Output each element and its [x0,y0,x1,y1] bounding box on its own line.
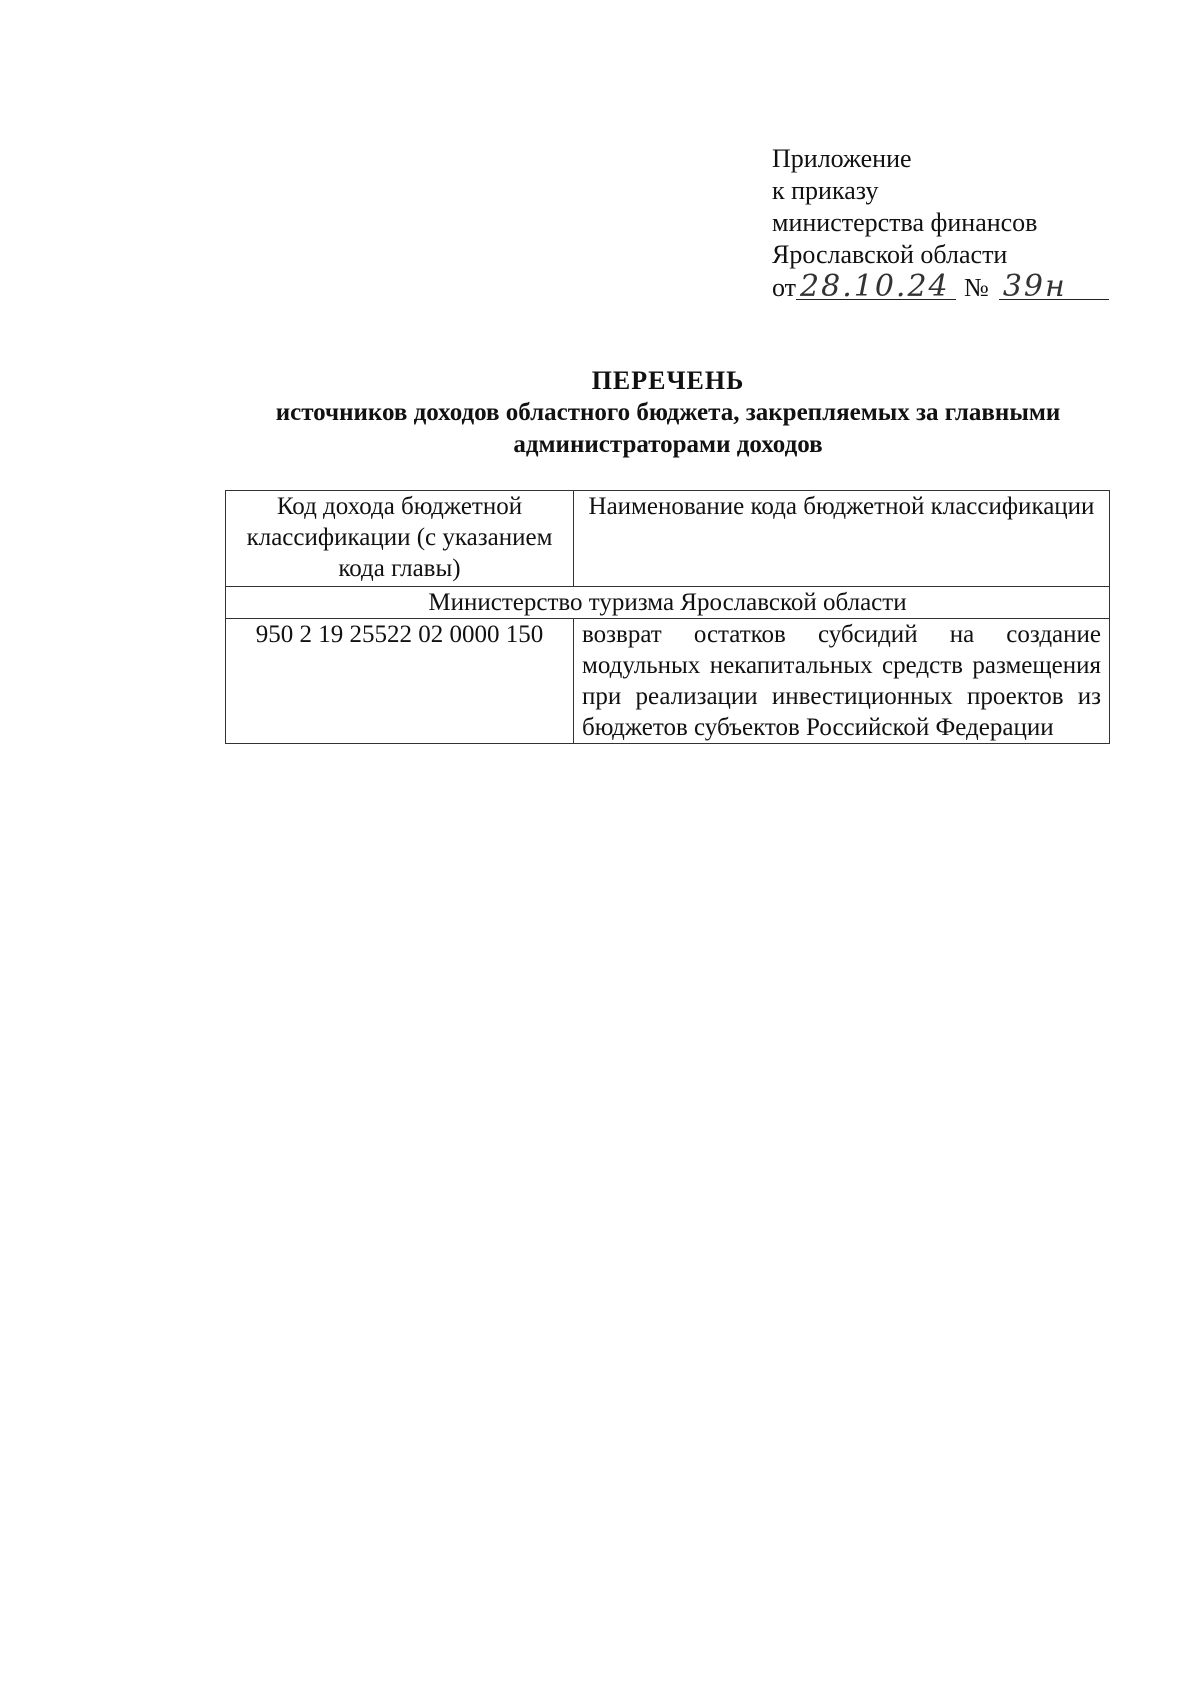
date-blank [796,269,956,304]
subtitle-line-2: администраторами доходов [513,431,823,458]
date-prefix: от [772,273,797,302]
number-blank [999,269,1109,304]
header-name: Наименование кода бюджетной классификации [574,491,1110,587]
handwritten-number: 39н [1002,269,1067,304]
title-block [226,365,1110,461]
row-code: 950 2 19 25522 02 0000 150 [226,619,574,744]
header-code: Код дохода бюджетной классификации (с указанием кода главы) [226,491,574,587]
row-description: возврат остатков субсидий на создание модульных некапитальных средств размещения при реализации инвестиционных проектов из бюджетов субъектов Российской Федерации [574,619,1110,744]
appendix-region: Ярославской области [772,240,1008,269]
section-ministry: Министерство туризма Ярославской области [226,587,1110,619]
number-sign: № [964,273,989,302]
appendix-block [772,143,1109,305]
table-row [226,619,1110,744]
order-date-number-line [772,271,1109,305]
appendix-order-ref: к приказу [772,176,879,205]
table-header-row [226,491,1110,587]
page-title: ПЕРЕЧЕНЬ [591,366,745,395]
table-section-row [226,587,1110,619]
income-sources-table [225,490,1110,744]
handwritten-date: 28.10.24 [800,269,950,304]
subtitle-line-1: источников доходов областного бюджета, закрепляемых за главными [275,399,1061,426]
appendix-ministry: министерства финансов [772,208,1038,237]
appendix-label: Приложение [772,144,912,173]
